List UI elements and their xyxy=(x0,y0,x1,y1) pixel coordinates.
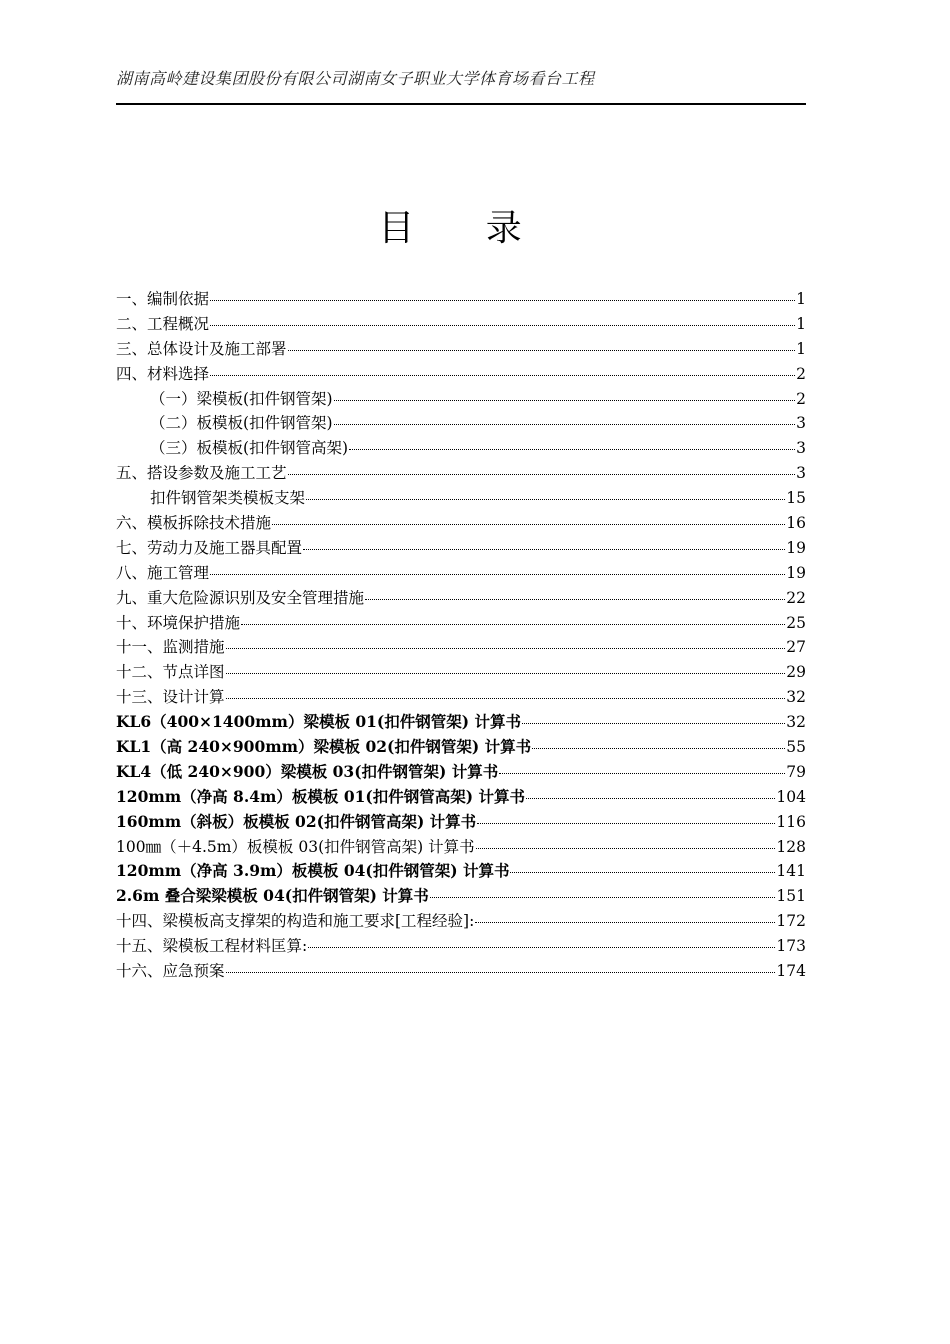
toc-entry-page-number: 25 xyxy=(786,613,806,632)
toc-entry[interactable] xyxy=(116,859,806,884)
toc-entry-page-number: 1 xyxy=(796,290,806,308)
toc-dot-leader xyxy=(476,832,776,849)
toc-entry-page-number: 141 xyxy=(776,862,806,881)
toc-dot-leader xyxy=(430,882,776,899)
toc-dot-leader xyxy=(499,757,785,774)
toc-dot-leader xyxy=(241,608,785,625)
toc-dot-leader xyxy=(477,807,775,824)
toc-entry[interactable] xyxy=(116,561,806,586)
toc-entry-title: KL6（400×1400mm）梁模板 01(扣件钢管架) 计算书 xyxy=(116,712,521,732)
toc-entry[interactable] xyxy=(116,486,806,511)
toc-entry-title: 100㎜（＋4.5m）板模板 03(扣件钢管高架) 计算书 xyxy=(116,837,475,856)
toc-entry[interactable] xyxy=(116,884,806,909)
toc-dot-leader xyxy=(210,309,795,326)
toc-entry-page-number: 174 xyxy=(776,962,806,981)
toc-entry-page-number: 3 xyxy=(796,464,806,483)
toc-entry[interactable] xyxy=(116,685,806,710)
toc-entry-page-number: 55 xyxy=(786,738,806,757)
toc-dot-leader xyxy=(510,857,775,874)
toc-dot-leader xyxy=(522,708,785,725)
toc-entry[interactable] xyxy=(116,660,806,685)
toc-entry-title: 六、模板拆除技术措施 xyxy=(116,514,272,533)
toc-entry-page-number: 29 xyxy=(786,663,806,682)
toc-entry-page-number: 79 xyxy=(786,762,806,781)
toc-entry-page-number: 1 xyxy=(796,314,806,333)
toc-entry-title: 十三、设计计算 xyxy=(116,688,225,707)
toc-entry[interactable] xyxy=(116,362,806,387)
toc-entry[interactable] xyxy=(116,387,806,412)
toc-entry-page-number: 27 xyxy=(786,638,806,657)
toc-entry-page-number: 32 xyxy=(786,688,806,707)
toc-title: 目 录 xyxy=(378,208,552,249)
toc-entry[interactable] xyxy=(116,785,806,810)
header-rule xyxy=(116,103,806,105)
toc-entry[interactable] xyxy=(116,635,806,660)
toc-entry-title: 十五、梁模板工程材料匡算: xyxy=(116,937,308,956)
toc-entry[interactable] xyxy=(116,436,806,461)
toc-entry-title: 二、工程概况 xyxy=(116,314,210,333)
toc-dot-leader xyxy=(272,509,785,526)
toc-entry[interactable] xyxy=(116,710,806,735)
toc-entry[interactable] xyxy=(116,287,806,312)
toc-entry-title: 十一、监测措施 xyxy=(116,638,225,657)
toc-entry-title: 十六、应急预案 xyxy=(116,962,225,981)
toc-entry-title: 十四、梁模板高支撑架的构造和施工要求[工程经验]: xyxy=(116,912,475,931)
toc-entry-page-number: 15 xyxy=(786,489,806,508)
toc-entry[interactable] xyxy=(116,810,806,835)
toc-dot-leader xyxy=(349,434,795,451)
toc-dot-leader xyxy=(334,409,796,426)
toc-entry-title: 2.6m 叠合梁梁模板 04(扣件钢管架) 计算书 xyxy=(116,886,429,906)
toc-entry-page-number: 22 xyxy=(786,588,806,607)
table-of-contents xyxy=(116,287,806,984)
toc-entry-title: 120mm（净高 8.4m）板模板 01(扣件钢管高架) 计算书 xyxy=(116,786,525,806)
toc-entry-page-number: 104 xyxy=(776,787,806,806)
toc-dot-leader xyxy=(365,583,785,600)
toc-dot-leader xyxy=(526,782,775,799)
toc-entry-title: 四、材料选择 xyxy=(116,364,210,383)
toc-entry[interactable] xyxy=(116,760,806,785)
toc-entry[interactable] xyxy=(116,586,806,611)
toc-entry-page-number: 3 xyxy=(796,414,806,433)
toc-entry-page-number: 172 xyxy=(776,912,806,931)
toc-entry[interactable] xyxy=(116,536,806,561)
toc-entry[interactable] xyxy=(116,735,806,760)
toc-dot-leader xyxy=(210,359,795,376)
toc-dot-leader xyxy=(475,907,775,924)
toc-entry-title: 扣件钢管架类模板支架 xyxy=(150,489,306,508)
toc-entry-page-number: 32 xyxy=(786,713,806,732)
toc-entry[interactable] xyxy=(116,934,806,959)
toc-entry-title: （二）板模板(扣件钢管架) xyxy=(150,414,333,433)
toc-entry[interactable] xyxy=(116,461,806,486)
toc-entry-page-number: 3 xyxy=(796,439,806,458)
toc-entry[interactable] xyxy=(116,511,806,536)
toc-entry[interactable] xyxy=(116,959,806,984)
toc-entry[interactable] xyxy=(116,337,806,362)
toc-entry-page-number: 19 xyxy=(786,538,806,557)
toc-entry-page-number: 128 xyxy=(776,837,806,856)
toc-entry-title: 160mm（斜板）板模板 02(扣件钢管高架) 计算书 xyxy=(116,811,477,831)
toc-dot-leader xyxy=(334,384,796,401)
toc-entry[interactable] xyxy=(116,909,806,934)
toc-entry-title: （三）板模板(扣件钢管高架) xyxy=(150,439,349,458)
toc-entry-page-number: 16 xyxy=(786,514,806,533)
toc-entry-title: 十、环境保护措施 xyxy=(116,613,241,632)
toc-dot-leader xyxy=(532,733,785,750)
toc-entry-title: KL1（高 240×900mm）梁模板 02(扣件钢管架) 计算书 xyxy=(116,737,532,757)
toc-entry-title: 一、编制依据 xyxy=(116,290,210,308)
toc-entry-title: 五、搭设参数及施工工艺 xyxy=(116,464,287,483)
toc-entry-title: 八、施工管理 xyxy=(116,563,210,582)
toc-entry-page-number: 19 xyxy=(786,563,806,582)
page-header: 湖南高岭建设集团股份有限公司湖南女子职业大学体育场看台工程 xyxy=(116,69,595,88)
toc-entry[interactable] xyxy=(116,411,806,436)
toc-entry-page-number: 151 xyxy=(776,887,806,906)
toc-dot-leader xyxy=(288,334,796,351)
toc-entry-title: 九、重大危险源识别及安全管理措施 xyxy=(116,588,365,607)
toc-entry-title: 十二、节点详图 xyxy=(116,663,225,682)
toc-entry[interactable] xyxy=(116,835,806,860)
toc-dot-leader xyxy=(226,683,786,700)
toc-entry[interactable] xyxy=(116,312,806,337)
toc-entry-page-number: 2 xyxy=(796,389,806,408)
toc-entry-title: 三、总体设计及施工部署 xyxy=(116,339,287,358)
toc-dot-leader xyxy=(306,484,785,501)
toc-dot-leader xyxy=(226,957,776,974)
toc-dot-leader xyxy=(226,658,786,675)
toc-entry-page-number: 1 xyxy=(796,339,806,358)
toc-entry-title: KL4（低 240×900）梁模板 03(扣件钢管架) 计算书 xyxy=(116,761,499,781)
toc-entry-page-number: 173 xyxy=(776,937,806,956)
toc-dot-leader xyxy=(288,459,796,476)
toc-dot-leader xyxy=(210,285,795,302)
toc-entry-page-number: 116 xyxy=(776,812,806,831)
toc-entry-title: 七、劳动力及施工器具配置 xyxy=(116,538,303,557)
toc-entry-page-number: 2 xyxy=(796,364,806,383)
toc-dot-leader xyxy=(226,633,786,650)
toc-entry-title: 120mm（净高 3.9m）板模板 04(扣件钢管架) 计算书 xyxy=(116,861,510,881)
toc-entry-title: （一）梁模板(扣件钢管架) xyxy=(150,389,333,408)
toc-dot-leader xyxy=(303,533,785,550)
toc-entry[interactable] xyxy=(116,611,806,636)
toc-dot-leader xyxy=(308,932,775,949)
toc-dot-leader xyxy=(210,558,785,575)
